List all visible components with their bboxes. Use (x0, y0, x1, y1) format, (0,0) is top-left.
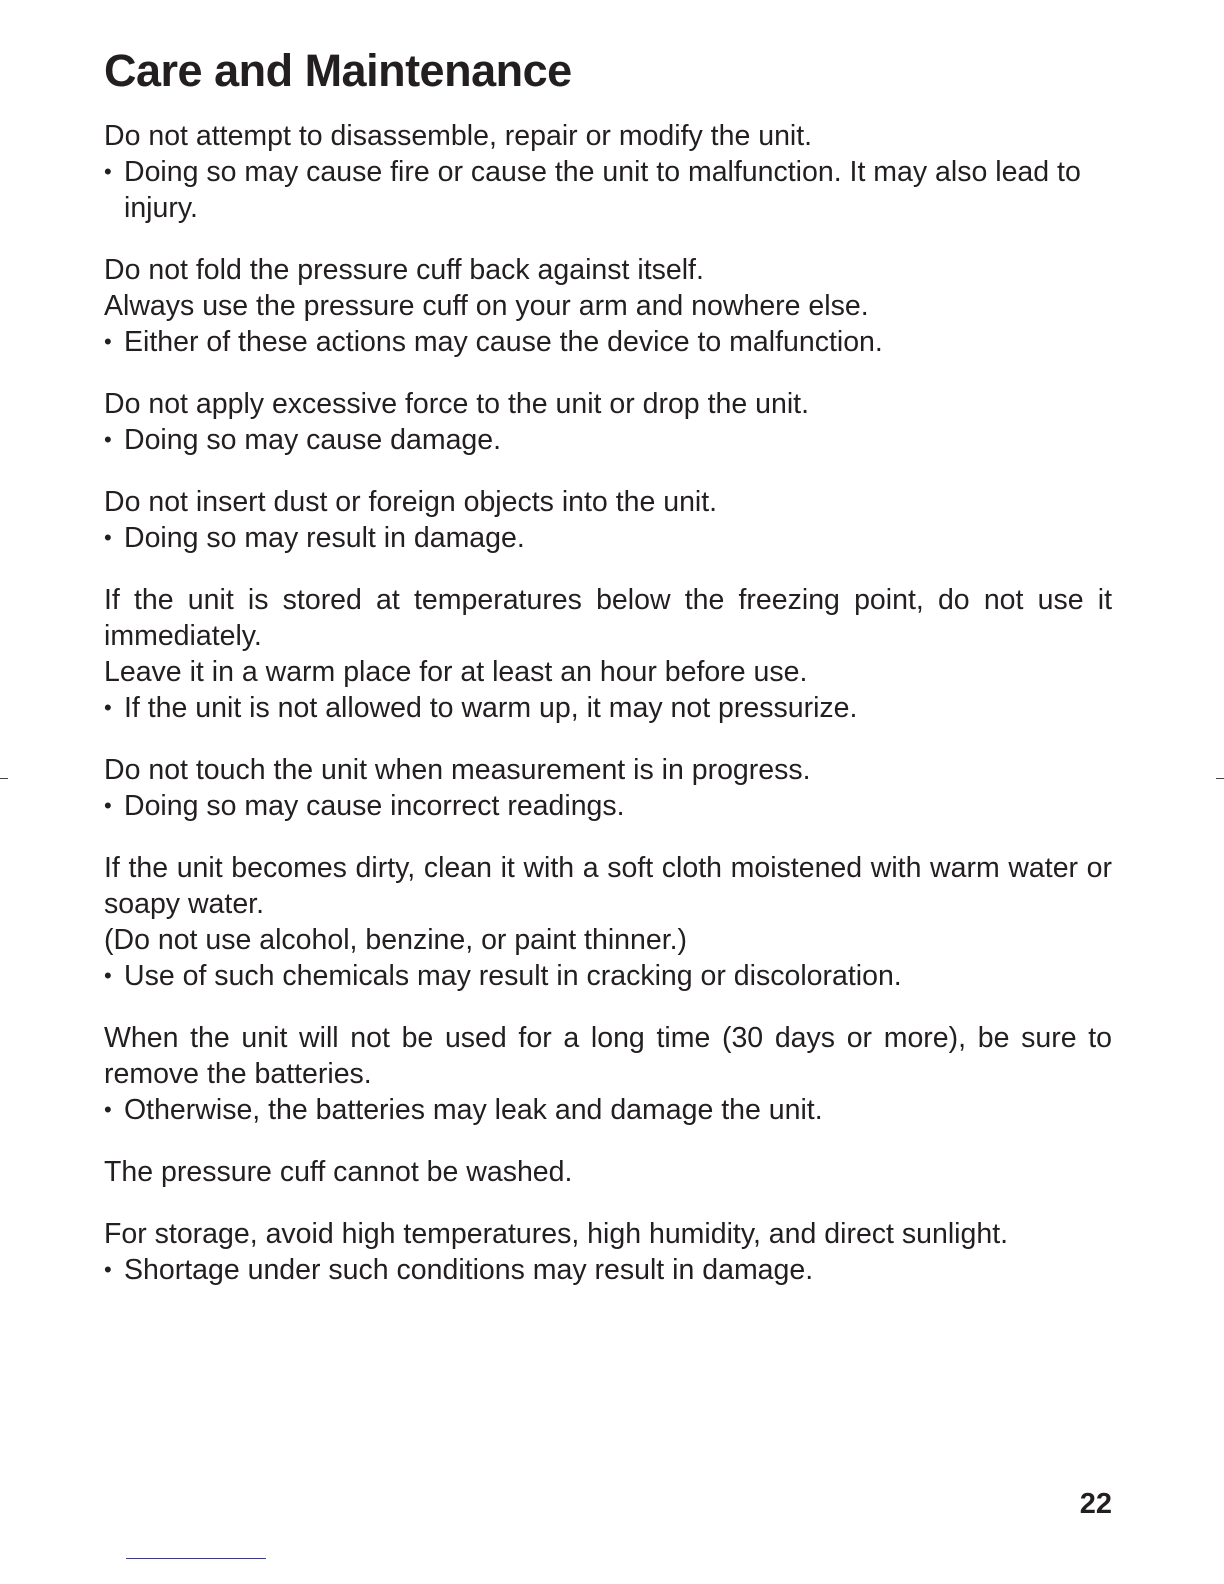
bullet-text: Doing so may cause damage. (124, 424, 502, 456)
section-cuff-folding (104, 252, 1112, 360)
bullet-icon: • (104, 963, 112, 988)
bullet-text: Use of such chemicals may result in cracking or discoloration. (124, 960, 902, 992)
bullet-item (104, 958, 1112, 994)
bullet-text: Doing so may cause incorrect readings. (124, 790, 625, 822)
bullet-icon: • (104, 427, 112, 452)
bullet-item (104, 520, 1112, 556)
instruction-line: Do not insert dust or foreign objects into the unit. (104, 486, 718, 518)
footer-rule (126, 1558, 266, 1559)
instruction-line: When the unit will not be used for a long time (30 days or more), be sure to remove the batteries. (104, 1022, 1112, 1090)
bullet-icon: • (104, 1257, 112, 1282)
bullet-item (104, 154, 1112, 226)
bullet-icon: • (104, 159, 112, 184)
instruction-line: For storage, avoid high temperatures, high humidity, and direct sunlight. (104, 1218, 1009, 1250)
bullet-item (104, 1092, 1112, 1128)
bullet-item (104, 324, 1112, 360)
bullet-icon: • (104, 793, 112, 818)
bullet-item (104, 690, 1112, 726)
bullet-text: Doing so may result in damage. (124, 522, 525, 554)
bullet-text: Either of these actions may cause the device to malfunction. (124, 326, 883, 358)
bullet-item (104, 1252, 1112, 1288)
page-title: Care and Maintenance (104, 45, 572, 96)
instruction-line: Do not attempt to disassemble, repair or modify the unit. (104, 120, 813, 152)
section-washing (104, 1154, 1112, 1190)
section-cleaning (104, 850, 1112, 994)
crop-mark-left (0, 778, 8, 779)
bullet-icon: • (104, 695, 112, 720)
crop-mark-right (1216, 778, 1224, 779)
section-batteries (104, 1020, 1112, 1128)
bullet-text: Otherwise, the batteries may leak and damage the unit. (124, 1094, 823, 1126)
bullet-icon: • (104, 329, 112, 354)
instruction-line: If the unit is stored at temperatures below the freezing point, do not use it immediately. (104, 584, 1112, 652)
section-touching (104, 752, 1112, 824)
instruction-line: (Do not use alcohol, benzine, or paint thinner.) (104, 924, 688, 956)
bullet-text: If the unit is not allowed to warm up, it may not pressurize. (124, 692, 858, 724)
instruction-line: Leave it in a warm place for at least an hour before use. (104, 656, 808, 688)
care-instructions (104, 118, 1112, 1314)
instruction-line: If the unit becomes dirty, clean it with a soft cloth moistened with warm water or soapy water. (104, 852, 1112, 920)
bullet-item (104, 422, 1112, 458)
instruction-line: Do not fold the pressure cuff back against itself. (104, 254, 704, 286)
bullet-text: Doing so may cause fire or cause the unit to malfunction. It may also lead to injury. (124, 156, 1081, 224)
section-storage (104, 1216, 1112, 1288)
page-number: 22 (1079, 1488, 1112, 1520)
section-foreign-objects (104, 484, 1112, 556)
instruction-line: Always use the pressure cuff on your arm and nowhere else. (104, 290, 869, 322)
bullet-item (104, 788, 1112, 824)
section-excessive-force (104, 386, 1112, 458)
bullet-icon: • (104, 1097, 112, 1122)
instruction-line: Do not touch the unit when measurement is in progress. (104, 754, 811, 786)
instruction-line: Do not apply excessive force to the unit or drop the unit. (104, 388, 809, 420)
bullet-text: Shortage under such conditions may result in damage. (124, 1254, 814, 1286)
instruction-line: The pressure cuff cannot be washed. (104, 1156, 573, 1188)
section-freezing (104, 582, 1112, 726)
bullet-icon: • (104, 525, 112, 550)
section-disassembly (104, 118, 1112, 226)
